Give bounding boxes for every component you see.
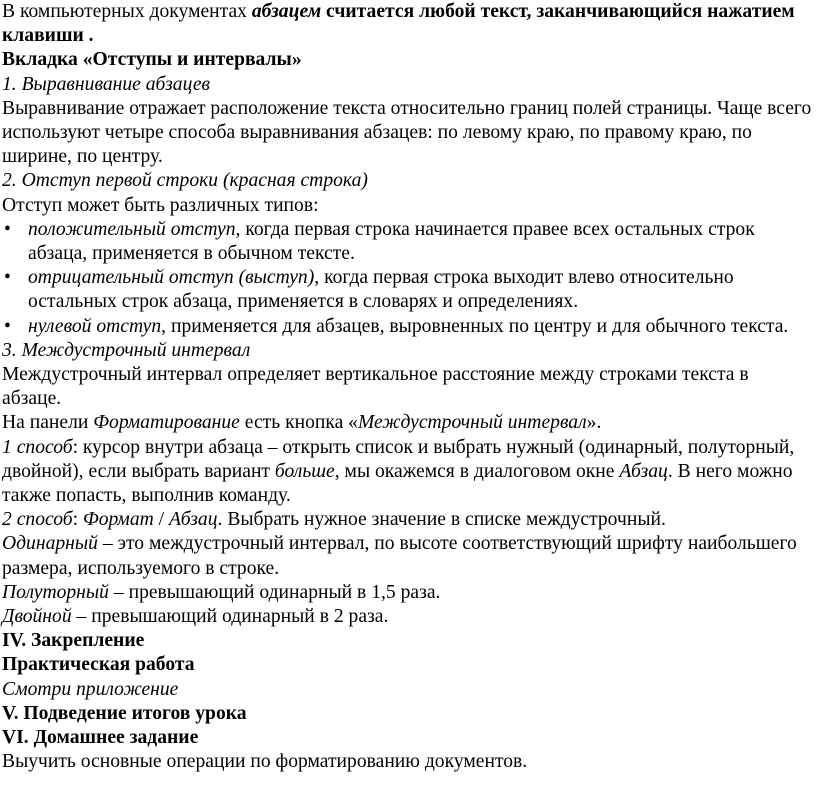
onehalf-spacing-paragraph — [2, 581, 812, 605]
intro-term: абзацем — [251, 1, 322, 22]
intro-text-3: считается любой текст, заканчивающийся нажатием клавиши . — [2, 1, 795, 47]
way-1-dialog: Абзац — [619, 460, 668, 482]
section-1-title: 1. Выравнивание абзацев — [2, 73, 211, 95]
section-3-title: 3. Междустрочный интервал — [2, 339, 251, 361]
onehalf-text: – превышающий одинарный в 1,5 раза. — [108, 581, 441, 603]
onehalf-term: Полуторный — [2, 581, 109, 603]
bullet-icon: • — [4, 218, 11, 240]
bullet-icon: • — [4, 267, 11, 289]
section-1-body: Выравнивание отражает расположение текста относительно границ полей страницы. Чаще всего используют четыре способа выравнивания абзацев: по левому краю, по правому краю, по ширине, по центру. — [2, 97, 812, 168]
way-1-text-2: : курсор внутри абзаца – открыть список и выбрать нужный (одинарный, полуторный, двойной), если выбрать вариант — [2, 436, 795, 482]
way-2-paragraph — [2, 508, 812, 532]
practical-note: Смотри приложение — [2, 678, 179, 700]
single-term: Одинарный — [2, 533, 98, 555]
way-2-item: Абзац — [169, 509, 218, 531]
panel-text-3: есть кнопка « — [239, 412, 358, 434]
section-4-title: IV. Закрепление — [2, 630, 145, 652]
single-text: – это междустрочный интервал, по высоте соответствующий шрифту наибольшего размера, используемого в строке. — [2, 533, 797, 579]
section-2-title: 2. Отступ первой строки (красная строка) — [2, 170, 368, 192]
way-2-menu: Формат — [82, 509, 154, 531]
double-spacing-paragraph — [2, 605, 812, 629]
list-item-term: нулевой отступ — [28, 315, 162, 337]
list-item-text: , когда первая строка выходит влево относительно остальных строк абзаца, применяется в словарях и определениях. — [28, 267, 734, 313]
list-item — [2, 218, 812, 266]
list-item — [2, 315, 812, 339]
way-2-text-6: . Выбрать нужное значение в списке междустрочный. — [217, 509, 666, 531]
way-1-text-4: , мы окажемся в диалоговом окне — [334, 460, 620, 482]
list-item-text: , применяется для абзацев, выровненных по центру и для обычного текста. — [161, 315, 789, 337]
panel-name: Форматирование — [93, 412, 240, 434]
way-1-paragraph — [2, 436, 812, 509]
section-6-title: VI. Домашнее задание — [2, 727, 199, 749]
intro-text-1: В компьютерных документах — [2, 1, 252, 22]
section-3-body: Междустрочный интервал определяет вертикальное расстояние между строками текста в абзаце. — [2, 364, 749, 410]
bullet-icon: • — [4, 315, 11, 337]
way-2-text-2: : — [72, 509, 83, 531]
button-name: Междустрочный интервал — [357, 412, 587, 434]
way-2-label: 2 способ — [2, 509, 73, 531]
way-1-label: 1 способ — [2, 436, 73, 458]
intro-paragraph — [2, 0, 812, 48]
way-1-text-6: . В него можно также попасть, выполнив команду. — [2, 460, 793, 507]
indent-types-list — [2, 218, 812, 339]
practical-title: Практическая работа — [2, 654, 195, 676]
list-item-term: отрицательный отступ (выступ) — [28, 267, 315, 289]
double-text: – превышающий одинарный в 2 раза. — [71, 606, 389, 628]
double-term: Двойной — [2, 606, 72, 628]
panel-paragraph — [2, 411, 812, 435]
panel-text-1: На панели — [2, 412, 94, 434]
list-item-term: положительный отступ — [28, 218, 236, 240]
way-1-option: больше — [274, 460, 335, 482]
list-item-text: , когда первая строка начинается правее всех остальных строк абзаца, применяется в обычном тексте. — [28, 218, 755, 265]
section-6-body: Выучить основные операции по форматированию документов. — [2, 751, 528, 773]
single-spacing-paragraph — [2, 532, 812, 580]
panel-text-5: ». — [586, 412, 602, 434]
way-2-separator: / — [153, 509, 170, 531]
list-item — [2, 266, 812, 314]
section-5-title: V. Подведение итогов урока — [2, 702, 247, 724]
section-2-body: Отступ может быть различных типов: — [2, 194, 319, 216]
tab-heading: Вкладка «Отступы и интервалы» — [2, 49, 302, 71]
